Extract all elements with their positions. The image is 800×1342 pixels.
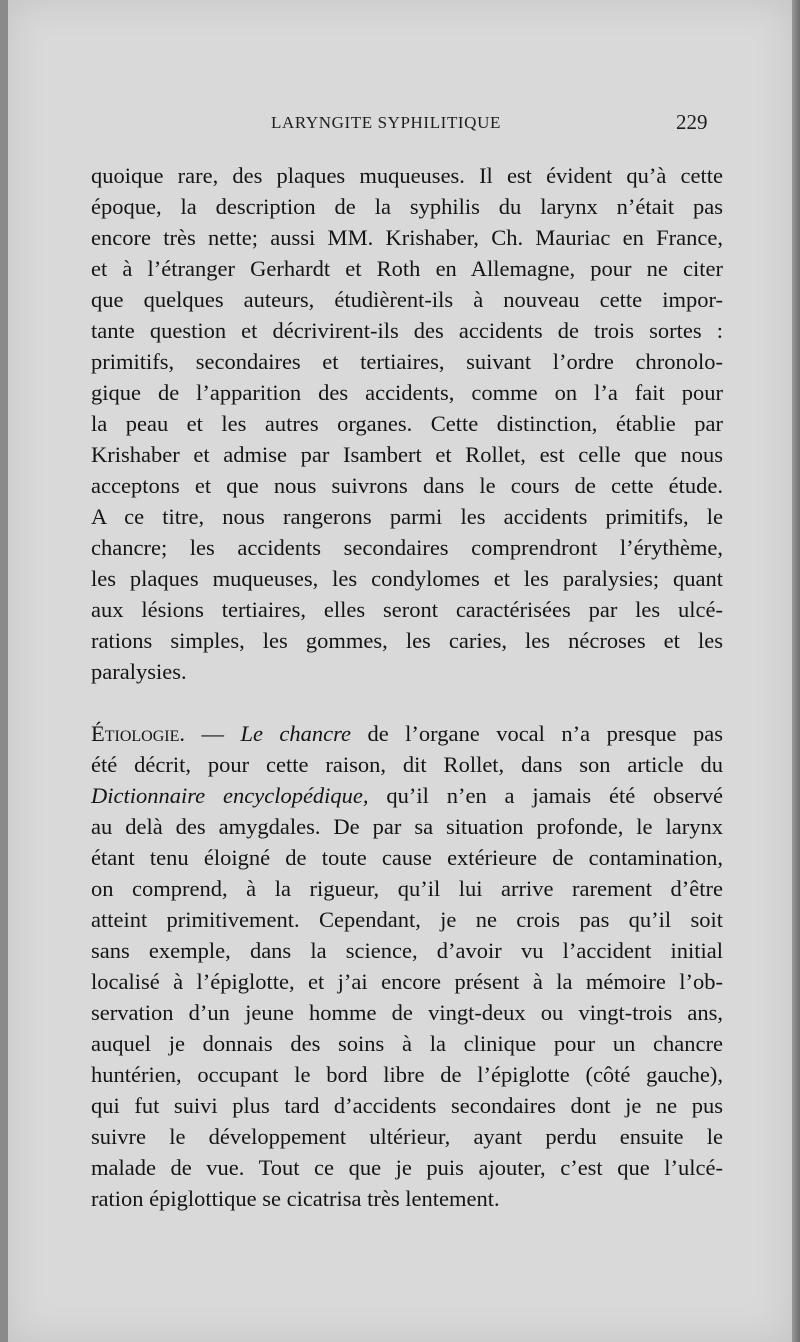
- text-line: et à l’étranger Gerhardt et Roth en Allemagne, pour ne citer: [91, 256, 723, 281]
- section-heading: Étiologie.: [91, 721, 186, 746]
- text-line: chancre; les accidents secondaires comprendront l’érythème,: [91, 535, 723, 560]
- paragraph-1: [91, 160, 723, 687]
- paragraph-2: [91, 718, 723, 1214]
- text-line: été décrit, pour cette raison, dit Rollet, dans son article du: [91, 752, 723, 777]
- text-line: servation d’un jeune homme de vingt-deux ou vingt-trois ans,: [91, 1000, 723, 1025]
- text-line: gique de l’apparition des accidents, comme on l’a fait pour: [91, 380, 723, 405]
- text-line: qui fut suivi plus tard d’accidents secondaires dont je ne pus: [91, 1093, 723, 1118]
- text-line: atteint primitivement. Cependant, je ne crois pas qu’il soit: [91, 907, 723, 932]
- text-line: suivre le développement ultérieur, ayant perdu ensuite le: [91, 1124, 723, 1149]
- page-header: [8, 110, 792, 137]
- text-line: malade de vue. Tout ce que je puis ajouter, c’est que l’ulcé-: [91, 1155, 723, 1180]
- text-line: primitifs, secondaires et tertiaires, suivant l’ordre chronolo-: [91, 349, 723, 374]
- text-line: tante question et décrivirent-ils des accidents de trois sortes :: [91, 318, 723, 343]
- text-line: A ce titre, nous rangerons parmi les accidents primitifs, le: [91, 504, 723, 529]
- text-line: aux lésions tertiaires, elles seront caractérisées par les ulcé-: [91, 597, 723, 622]
- text-line: au delà des amygdales. De par sa situation profonde, le larynx: [91, 814, 723, 839]
- text-line: acceptons et que nous suivrons dans le cours de cette étude.: [91, 473, 723, 498]
- text-line: époque, la description de la syphilis du larynx n’était pas: [91, 194, 723, 219]
- page-edge: [792, 0, 800, 1342]
- text-line: rations simples, les gommes, les caries, les nécroses et les: [91, 628, 723, 653]
- text-line: on comprend, à la rigueur, qu’il lui arrive rarement d’être: [91, 876, 723, 901]
- text-line: étant tenu éloigné de toute cause extérieure de contamination,: [91, 845, 723, 870]
- text-line: localisé à l’épiglotte, et j’ai encore présent à la mémoire l’ob-: [91, 969, 723, 994]
- line-text: qu’il n’en a jamais été observé: [368, 783, 723, 808]
- italic-term: Le chancre: [240, 721, 352, 746]
- running-head: LARYNGITE SYPHILITIQUE: [271, 113, 501, 132]
- book-page: [8, 0, 792, 1342]
- text-line: que quelques auteurs, étudièrent-ils à nouveau cette impor-: [91, 287, 723, 312]
- text-line: paralysies.: [91, 659, 187, 684]
- text-line: ration épiglottique se cicatrisa très lentement.: [91, 1186, 500, 1211]
- page-number: 229: [676, 110, 708, 134]
- line-text: de l’organe vocal n’a presque pas: [351, 721, 723, 746]
- italic-title: Dictionnaire encyclopédique,: [91, 783, 369, 808]
- text-line: huntérien, occupant le bord libre de l’épiglotte (côté gauche),: [91, 1062, 723, 1087]
- text-line: les plaques muqueuses, les condylomes et les paralysies; quant: [91, 566, 723, 591]
- em-dash: —: [185, 721, 241, 746]
- text-line: [91, 780, 723, 811]
- text-line: sans exemple, dans la science, d’avoir vu l’accident initial: [91, 938, 723, 963]
- text-line: quoique rare, des plaques muqueuses. Il est évident qu’à cette: [91, 163, 723, 188]
- text-line: [91, 718, 723, 749]
- text-line: encore très nette; aussi MM. Krishaber, Ch. Mauriac en France,: [91, 225, 723, 250]
- body-text: [91, 160, 723, 1214]
- paragraph-gap: [91, 687, 723, 718]
- text-line: auquel je donnais des soins à la clinique pour un chancre: [91, 1031, 723, 1056]
- text-line: Krishaber et admise par Isambert et Rollet, est celle que nous: [91, 442, 723, 467]
- text-line: la peau et les autres organes. Cette distinction, établie par: [91, 411, 723, 436]
